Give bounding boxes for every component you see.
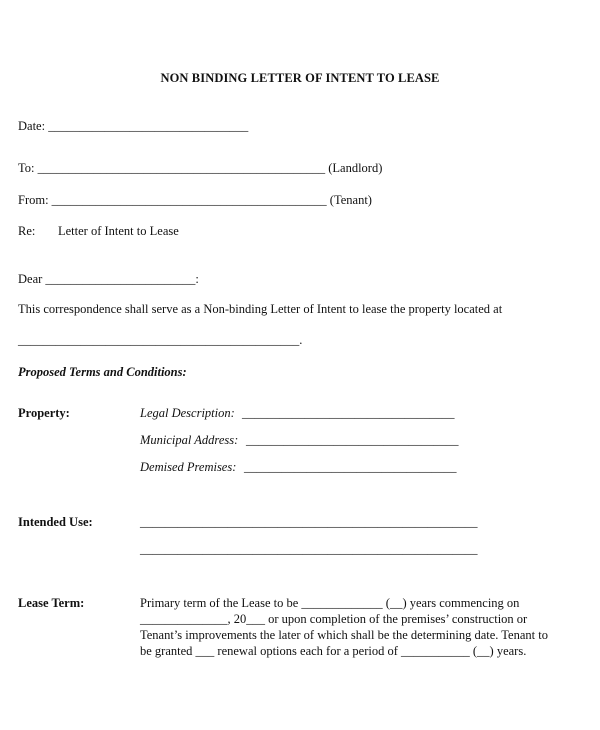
demised-premises-blank: __________________________________ xyxy=(244,460,457,474)
municipal-address-label: Municipal Address: xyxy=(140,433,239,447)
intro-paragraph: This correspondence shall serve as a Non-binding Letter of Intent to lease the property located at xyxy=(18,302,503,316)
legal-description-blank: __________________________________ xyxy=(242,406,455,420)
lease-term-line-3: Tenant’s improvements the later of which shall be the determining date. Tenant to xyxy=(140,628,548,642)
terms-heading: Proposed Terms and Conditions: xyxy=(18,365,187,379)
lease-term-line-1: Primary term of the Lease to be _____________ (__) years commencing on xyxy=(140,596,520,610)
date-line: Date: ________________________________ xyxy=(18,119,249,133)
document-title: NON BINDING LETTER OF INTENT TO LEASE xyxy=(160,71,440,85)
to-line: To: ______________________________________________ (Landlord) xyxy=(18,161,383,175)
intended-use-blank-1: ______________________________________________________ xyxy=(140,515,478,529)
intended-use-label: Intended Use: xyxy=(18,515,93,529)
from-line: From: ____________________________________________ (Tenant) xyxy=(18,193,372,207)
property-address-blank: _____________________________________________. xyxy=(18,333,303,347)
re-value: Letter of Intent to Lease xyxy=(58,224,179,238)
property-label: Property: xyxy=(18,406,70,420)
lease-term-line-4: be granted ___ renewal options each for a period of ___________ (__) years. xyxy=(140,644,527,658)
municipal-address-blank: __________________________________ xyxy=(246,433,459,447)
legal-description-label: Legal Description: xyxy=(140,406,235,420)
lease-term-line-2: ______________, 20___ or upon completion of the premises’ construction or xyxy=(140,612,528,626)
demised-premises-label: Demised Premises: xyxy=(140,460,237,474)
re-label: Re: xyxy=(18,224,36,238)
salutation-line: Dear ________________________: xyxy=(18,272,199,286)
lease-term-label: Lease Term: xyxy=(18,596,85,610)
intended-use-blank-2: ______________________________________________________ xyxy=(140,542,478,556)
